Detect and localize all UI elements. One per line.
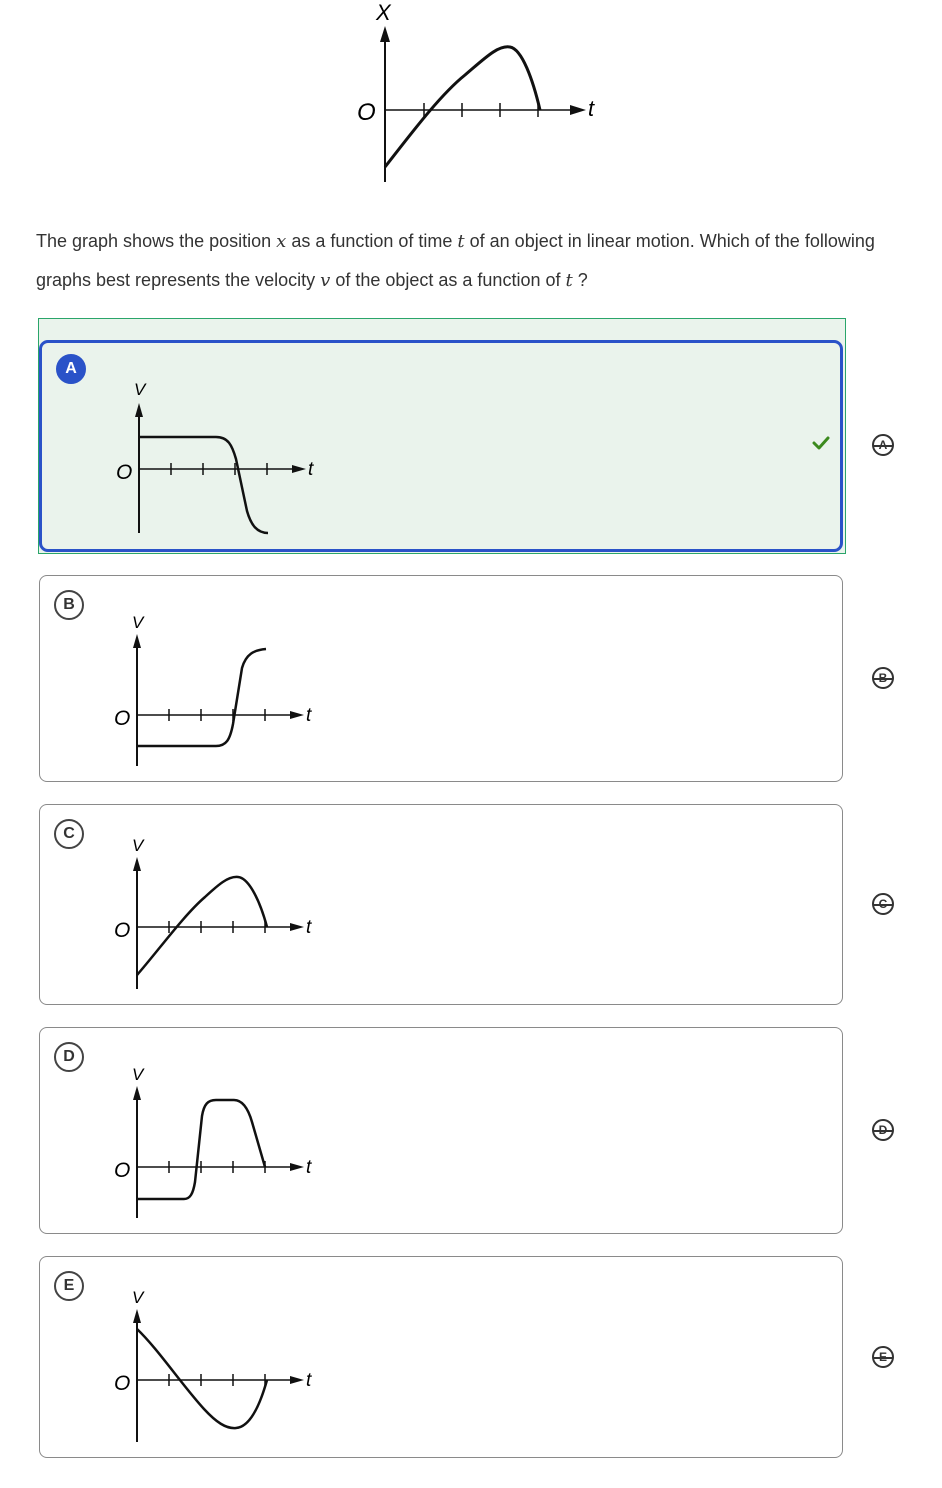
eliminate-c-button[interactable] — [866, 891, 900, 917]
correct-check-icon — [812, 435, 830, 451]
x-axis-label: t — [306, 917, 312, 938]
origin-label: O — [114, 707, 131, 730]
y-axis-label: V — [132, 1288, 144, 1307]
question-part: of the object as a function of — [330, 270, 566, 290]
choice-c[interactable] — [39, 804, 843, 1005]
y-axis-label: X — [376, 0, 391, 25]
strikethrough-d-icon — [872, 1119, 894, 1141]
choice-e-graph — [100, 1287, 330, 1457]
choice-e[interactable] — [39, 1256, 843, 1458]
origin-label: O — [114, 1372, 131, 1395]
question-text — [36, 222, 926, 300]
y-axis-arrow — [135, 403, 143, 417]
strikethrough-c-icon — [872, 893, 894, 915]
x-axis-arrow — [290, 923, 304, 931]
x-axis-label: t — [306, 1370, 312, 1391]
x-axis-arrow — [290, 1163, 304, 1171]
velocity-curve — [137, 877, 267, 975]
choice-c-graph — [100, 835, 330, 995]
eliminate-a-button[interactable] — [866, 432, 900, 458]
strikethrough-b-icon — [872, 667, 894, 689]
choice-letter-badge: E — [54, 1271, 84, 1301]
y-axis-label: V — [132, 1065, 144, 1084]
question-part: The graph shows the position — [36, 231, 277, 251]
velocity-curve — [137, 1329, 267, 1428]
var-v: v — [320, 270, 331, 291]
x-axis-arrow — [570, 105, 586, 115]
velocity-curve — [137, 649, 266, 746]
var-t: t — [565, 270, 573, 291]
stem-position-graph — [340, 0, 620, 190]
choice-letter-badge: B — [54, 590, 84, 620]
strikethrough-e-icon — [872, 1346, 894, 1368]
x-axis-label: t — [588, 96, 595, 121]
choice-letter-badge: D — [54, 1042, 84, 1072]
x-axis-label: t — [306, 705, 312, 726]
y-axis-arrow — [133, 1086, 141, 1100]
origin-label: O — [116, 461, 133, 484]
choice-b[interactable] — [39, 575, 843, 782]
y-axis-arrow — [133, 634, 141, 648]
origin-label: O — [114, 919, 131, 942]
var-x: x — [276, 231, 287, 252]
x-axis-label: t — [308, 459, 314, 480]
eliminate-e-button[interactable] — [866, 1344, 900, 1370]
y-axis-label: V — [132, 613, 144, 632]
choice-a-graph — [102, 373, 332, 545]
var-t: t — [457, 231, 465, 252]
x-axis-arrow — [290, 711, 304, 719]
choice-a[interactable] — [39, 340, 843, 552]
y-axis-label: V — [132, 836, 144, 855]
origin-label: O — [114, 1159, 131, 1182]
question-part: of an object in linear motion. Which of the following graphs best represents the velocity — [36, 231, 875, 290]
eliminate-b-button[interactable] — [866, 665, 900, 691]
y-axis-arrow — [380, 26, 390, 42]
x-axis-arrow — [292, 465, 306, 473]
question-part: ? — [572, 270, 588, 290]
y-axis-arrow — [133, 857, 141, 871]
choice-letter-badge: A — [56, 354, 86, 384]
velocity-curve — [137, 1100, 265, 1199]
choice-d[interactable] — [39, 1027, 843, 1234]
origin-label: O — [357, 99, 376, 126]
choice-d-graph — [100, 1064, 330, 1224]
y-axis-label: V — [134, 380, 146, 399]
eliminate-d-button[interactable] — [866, 1117, 900, 1143]
velocity-curve — [139, 437, 268, 533]
y-axis-arrow — [133, 1309, 141, 1323]
x-axis-label: t — [306, 1157, 312, 1178]
question-part: as a function of time — [286, 231, 458, 251]
x-axis-arrow — [290, 1376, 304, 1384]
choice-letter-badge: C — [54, 819, 84, 849]
choice-b-graph — [100, 612, 330, 772]
strikethrough-a-icon — [872, 434, 894, 456]
